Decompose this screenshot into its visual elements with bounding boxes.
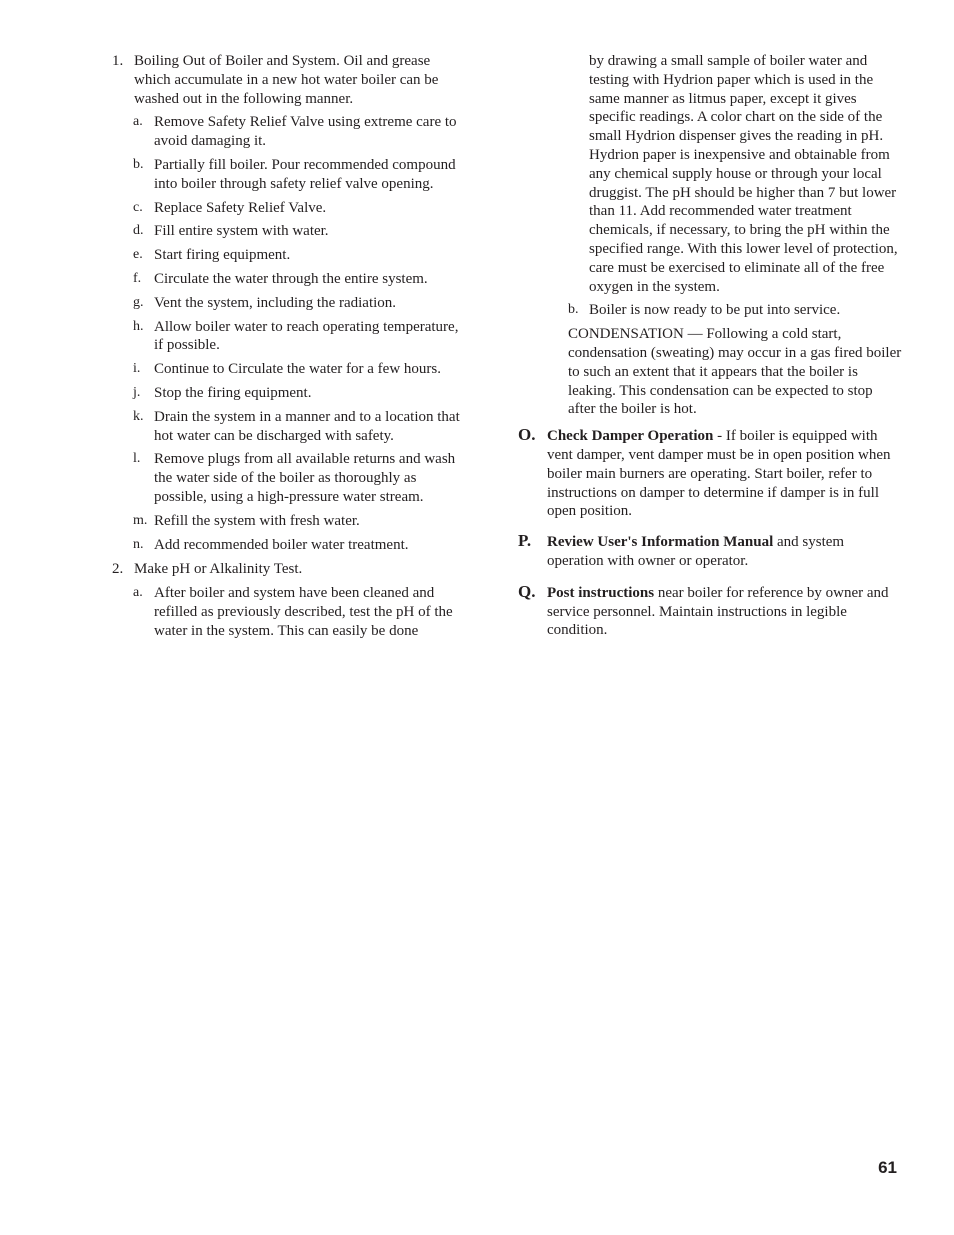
step-label: n. — [133, 536, 144, 552]
step-a — [133, 113, 468, 151]
right-column — [518, 52, 902, 640]
step-label: j. — [133, 384, 141, 400]
list-item-ph-test — [112, 560, 468, 579]
step-text: Drain the system in a manner and to a location that hot water can be discharged with safety. — [154, 408, 460, 444]
step-i — [133, 360, 468, 379]
step-m — [133, 512, 468, 531]
step-a — [133, 584, 468, 640]
step-label: f. — [133, 270, 142, 286]
page-number: 61 — [878, 1158, 897, 1177]
section-heading: Review User's Information Manual — [547, 534, 774, 551]
step-label: b. — [568, 302, 579, 318]
section-letter: Q. — [518, 581, 536, 601]
item-text: Make pH or Alkalinity Test. — [134, 561, 303, 578]
step-label: k. — [133, 408, 144, 424]
section-text: near boiler for reference by owner and service personnel. Maintain instructions in legible condition. — [547, 584, 889, 639]
step-n — [133, 536, 468, 555]
step-text: Replace Safety Relief Valve. — [154, 199, 327, 216]
item-number: 1. — [112, 53, 124, 69]
step-text: Remove plugs from all available returns and wash the water side of the boiler as thoroughly as possible, using a high-pressure water stream. — [154, 451, 456, 505]
step-e — [133, 246, 468, 265]
section-o — [518, 427, 902, 521]
step-text: Continue to Circulate the water for a few hours. — [154, 361, 441, 378]
step-d — [133, 222, 468, 241]
step-label: g. — [133, 294, 144, 310]
section-heading: Check Damper Operation — [547, 428, 714, 445]
step-text: Circulate the water through the entire system. — [154, 270, 428, 287]
step-a-continuation: by drawing a small sample of boiler water and testing with Hydrion paper which is used in the same manner as litmus paper, except it gives specific readings. A color chart on the side of the small Hydrion dispenser gives the reading in pH. Hydrion paper is inexpensive and obtainable from any chemical supply house or through your local druggist. The pH should be higher than 7 but lower than 11. Add recommended water treatment chemicals, if necessary, to bring the pH within the specified range. With this lower level of protection, care must be exercised to eliminate all of the free oxygen in the system. — [589, 53, 898, 295]
step-text: After boiler and system have been cleaned and refilled as previously described, test the pH of the water in the system. This can easily be done — [154, 585, 453, 639]
step-text: Remove Safety Relief Valve using extreme care to avoid damaging it. — [154, 114, 457, 150]
step-text: Allow boiler water to reach operating temperature, if possible. — [154, 318, 459, 354]
step-text: Refill the system with fresh water. — [154, 512, 360, 529]
step-label: i. — [133, 361, 141, 377]
section-p — [518, 533, 902, 571]
step-text: Add recommended boiler water treatment. — [154, 536, 409, 553]
condensation-note: CONDENSATION — Following a cold start, condensation (sweating) may occur in a gas fired boiler to such an extent that it appears that the boiler is leaking. This condensation can be expected to stop after the boiler is hot. — [568, 326, 902, 418]
item-text: Boiling Out of Boiler and System. Oil and grease which accumulate in a new hot water boiler can be washed out in the following manner. — [134, 53, 439, 107]
step-label: a. — [133, 585, 143, 601]
section-text: and system operation with owner or operator. — [547, 534, 845, 569]
step-g — [133, 294, 468, 313]
step-label: l. — [133, 451, 141, 467]
step-l — [133, 450, 468, 506]
section-text: - If boiler is equipped with vent damper, vent damper must be in open position when boiler main burners are operating. Start boiler, refer to instructions on damper to determine if damper is in full open position. — [547, 428, 891, 520]
step-label: m. — [133, 512, 148, 528]
section-heading: Post instructions — [547, 584, 655, 601]
item-number: 2. — [112, 561, 124, 578]
step-text: Stop the firing equipment. — [154, 384, 312, 401]
section-q — [518, 581, 902, 640]
step-label: c. — [133, 199, 143, 215]
step-text: Start firing equipment. — [154, 247, 291, 264]
step-label: a. — [133, 114, 143, 130]
step-label: e. — [133, 247, 143, 263]
step-text: Vent the system, including the radiation. — [154, 294, 397, 311]
step-b — [568, 301, 902, 320]
step-c — [133, 199, 468, 218]
step-label: b. — [133, 156, 144, 172]
step-text: Fill entire system with water. — [154, 223, 329, 240]
step-j — [133, 384, 468, 403]
left-column — [112, 52, 468, 641]
step-f — [133, 270, 468, 289]
step-text: Partially fill boiler. Pour recommended compound into boiler through safety relief valve opening. — [154, 156, 456, 192]
list-item-boiling-out — [112, 52, 468, 108]
section-letter: O. — [518, 425, 536, 445]
step-label: d. — [133, 223, 144, 239]
step-text: Boiler is now ready to be put into service. — [589, 302, 841, 319]
section-letter: P. — [518, 531, 532, 551]
step-k — [133, 408, 468, 446]
step-h — [133, 318, 468, 356]
step-b — [133, 156, 468, 194]
step-label: h. — [133, 318, 144, 334]
